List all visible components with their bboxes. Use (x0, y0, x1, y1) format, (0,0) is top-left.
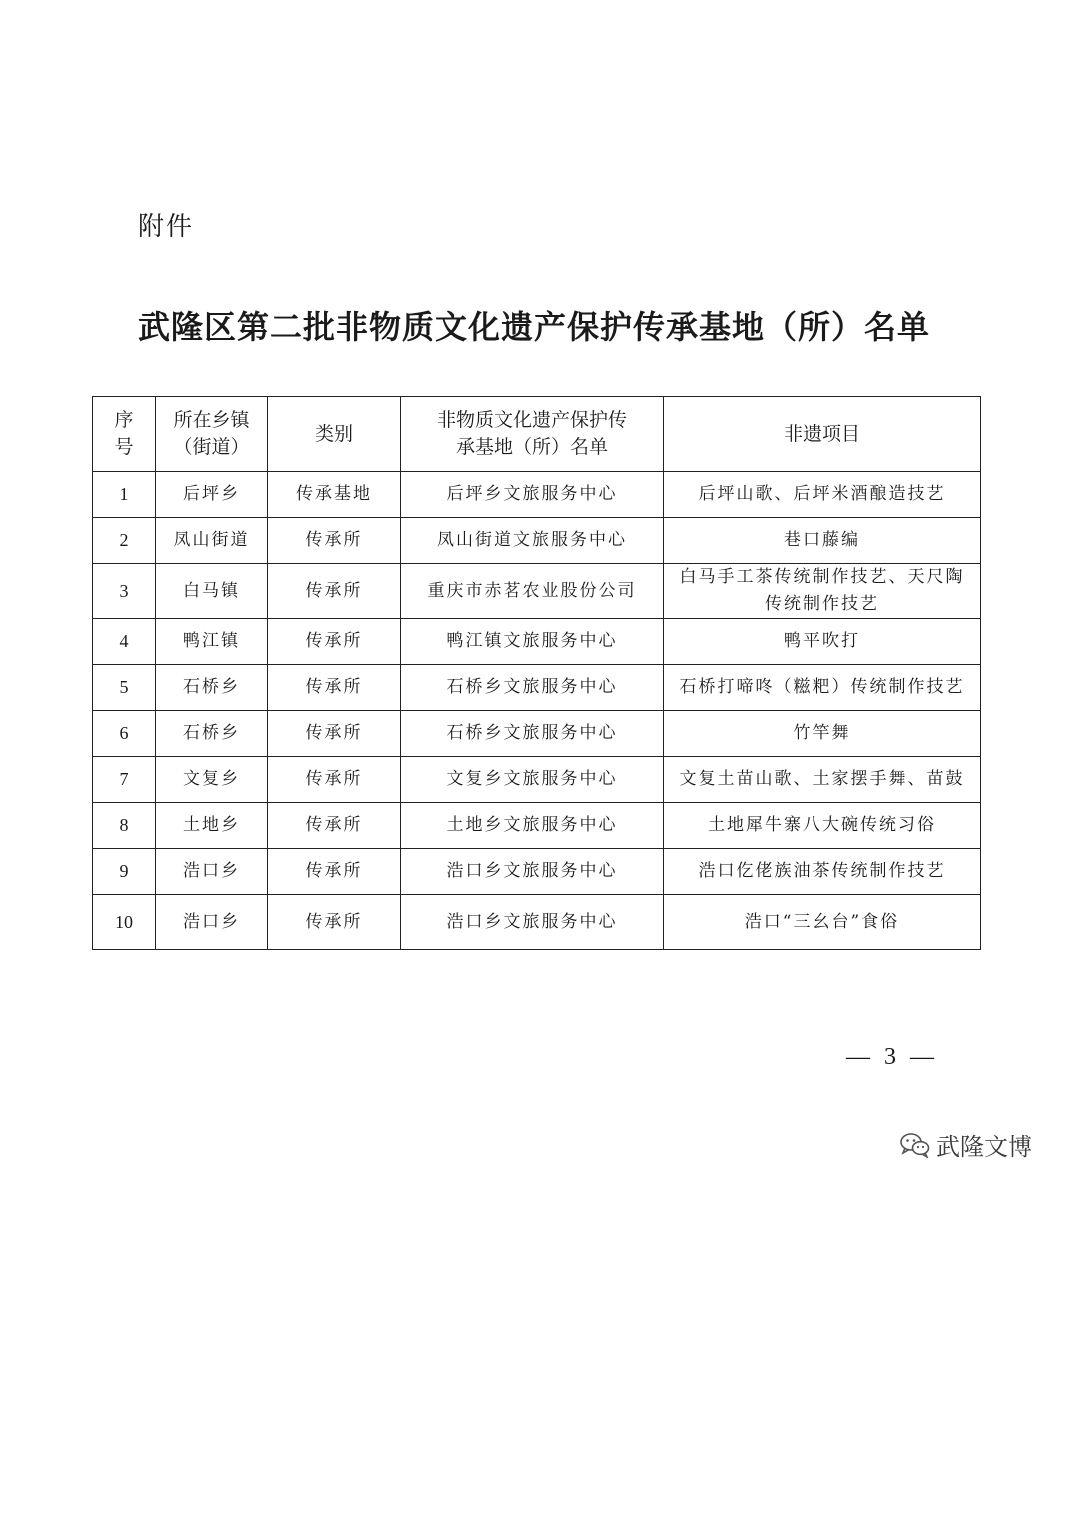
row-project: 巷口藤编 (664, 518, 981, 564)
header-town-line2: （街道） (173, 436, 250, 458)
row-base: 土地乡文旅服务中心 (401, 803, 664, 849)
row-category: 传承所 (268, 564, 401, 619)
row-base: 后坪乡文旅服务中心 (401, 472, 664, 518)
row-town: 凤山街道 (156, 518, 268, 564)
row-base: 重庆市赤茗农业股份公司 (401, 564, 664, 619)
row-number: 10 (93, 895, 156, 950)
row-category: 传承所 (268, 619, 401, 665)
row-project: 土地犀牛寨八大碗传统习俗 (664, 803, 981, 849)
row-base: 鸭江镇文旅服务中心 (401, 619, 664, 665)
row-town: 后坪乡 (156, 472, 268, 518)
page-number: — 3 — (846, 1044, 938, 1070)
row-category: 传承所 (268, 849, 401, 895)
row-category: 传承所 (268, 665, 401, 711)
row-project: 后坪山歌、后坪米酒酿造技艺 (664, 472, 981, 518)
row-town: 浩口乡 (156, 895, 268, 950)
row-category: 传承基地 (268, 472, 401, 518)
wechat-watermark (900, 1127, 1032, 1162)
row-number: 7 (93, 757, 156, 803)
row-project: 浩口“三幺台”食俗 (664, 895, 981, 950)
watermark-text: 武隆文博 (936, 1133, 1032, 1161)
row-town: 土地乡 (156, 803, 268, 849)
row-category: 传承所 (268, 803, 401, 849)
header-town-line1: 所在乡镇 (173, 409, 250, 431)
row-project: 竹竿舞 (664, 711, 981, 757)
header-index-line1: 序 (114, 409, 134, 431)
header-base-line1: 非物质文化遗产保护传 (436, 409, 627, 431)
table-row (93, 665, 981, 711)
header-category: 类别 (268, 397, 401, 472)
row-number: 3 (93, 564, 156, 619)
row-town: 石桥乡 (156, 711, 268, 757)
header-town (156, 397, 268, 472)
row-base: 浩口乡文旅服务中心 (401, 895, 664, 950)
row-number: 8 (93, 803, 156, 849)
header-project: 非遗项目 (664, 397, 981, 472)
table-row (93, 472, 981, 518)
row-base: 石桥乡文旅服务中心 (401, 711, 664, 757)
row-category: 传承所 (268, 711, 401, 757)
row-category: 传承所 (268, 518, 401, 564)
row-project-line2: 传统制作技艺 (765, 594, 879, 614)
header-index-line2: 号 (114, 436, 134, 458)
table-row (93, 619, 981, 665)
row-project (664, 564, 981, 619)
row-town: 鸭江镇 (156, 619, 268, 665)
document-title: 武隆区第二批非物质文化遗产保护传承基地（所）名单 (138, 308, 931, 346)
row-town: 文复乡 (156, 757, 268, 803)
row-project: 浩口仡佬族油茶传统制作技艺 (664, 849, 981, 895)
row-base: 凤山街道文旅服务中心 (401, 518, 664, 564)
row-project: 鸭平吹打 (664, 619, 981, 665)
table-row (93, 895, 981, 950)
row-base: 石桥乡文旅服务中心 (401, 665, 664, 711)
row-number: 1 (93, 472, 156, 518)
row-number: 2 (93, 518, 156, 564)
table-row (93, 803, 981, 849)
table-header-row (93, 397, 981, 472)
table-row (93, 518, 981, 564)
row-project: 石桥打啼咚（糍粑）传统制作技艺 (664, 665, 981, 711)
table-row (93, 849, 981, 895)
row-project-line1: 白马手工茶传统制作技艺、天尺陶 (679, 567, 965, 587)
table-row (93, 711, 981, 757)
row-number: 4 (93, 619, 156, 665)
row-project: 文复土苗山歌、土家摆手舞、苗鼓 (664, 757, 981, 803)
row-base: 浩口乡文旅服务中心 (401, 849, 664, 895)
row-number: 6 (93, 711, 156, 757)
row-category: 传承所 (268, 757, 401, 803)
header-base (401, 397, 664, 472)
row-town: 石桥乡 (156, 665, 268, 711)
header-base-line2: 承基地（所）名单 (455, 436, 608, 458)
heritage-base-table (92, 396, 981, 950)
wechat-icon (900, 1132, 930, 1158)
row-town: 浩口乡 (156, 849, 268, 895)
row-category: 传承所 (268, 895, 401, 950)
table-row (93, 757, 981, 803)
attachment-label: 附件 (138, 212, 195, 242)
table-row (93, 564, 981, 619)
row-town: 白马镇 (156, 564, 268, 619)
header-index (93, 397, 156, 472)
row-base: 文复乡文旅服务中心 (401, 757, 664, 803)
row-number: 5 (93, 665, 156, 711)
row-number: 9 (93, 849, 156, 895)
